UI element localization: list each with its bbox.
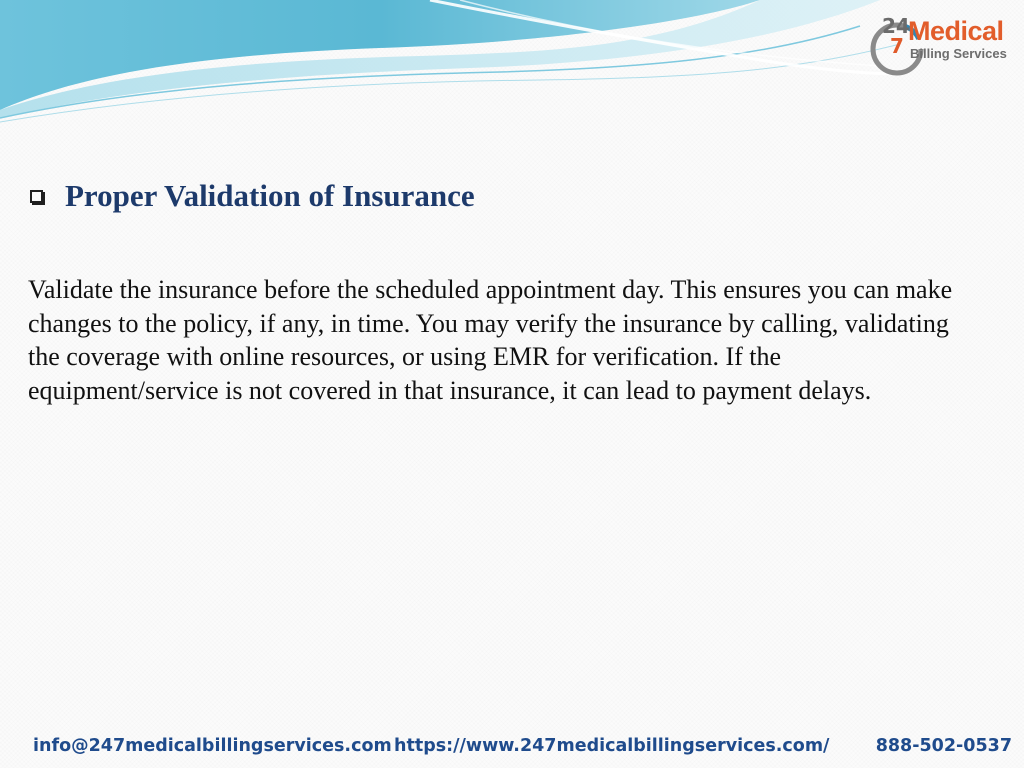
footer-email-link[interactable]: info@247medicalbillingservices.com bbox=[33, 736, 392, 756]
footer-website-link[interactable]: https://www.247medicalbillingservices.com/ bbox=[394, 736, 830, 756]
logo-digits-top: 24 bbox=[882, 14, 910, 38]
logo-brand-text: Medical bbox=[908, 16, 1004, 46]
logo-digit-bottom: 7 bbox=[890, 34, 904, 58]
checkbox-bullet-icon bbox=[30, 190, 43, 203]
slide-heading: Proper Validation of Insurance bbox=[65, 178, 475, 213]
slide-body-text: Validate the insurance before the scheduled appointment day. This ensures you can make changes to the policy, if any, in time. You may verify the insurance by calling, validating the coverage with online resources, or using EMR for verification. If the equipment/service is not covered in that insurance, it can lead to payment delays. bbox=[28, 275, 953, 405]
footer-phone: 888-502-0537 bbox=[875, 736, 1012, 756]
company-logo bbox=[868, 14, 1018, 76]
logo-subtitle: Billing Services bbox=[910, 46, 1007, 61]
heading-row bbox=[30, 178, 475, 214]
footer bbox=[0, 730, 1024, 764]
